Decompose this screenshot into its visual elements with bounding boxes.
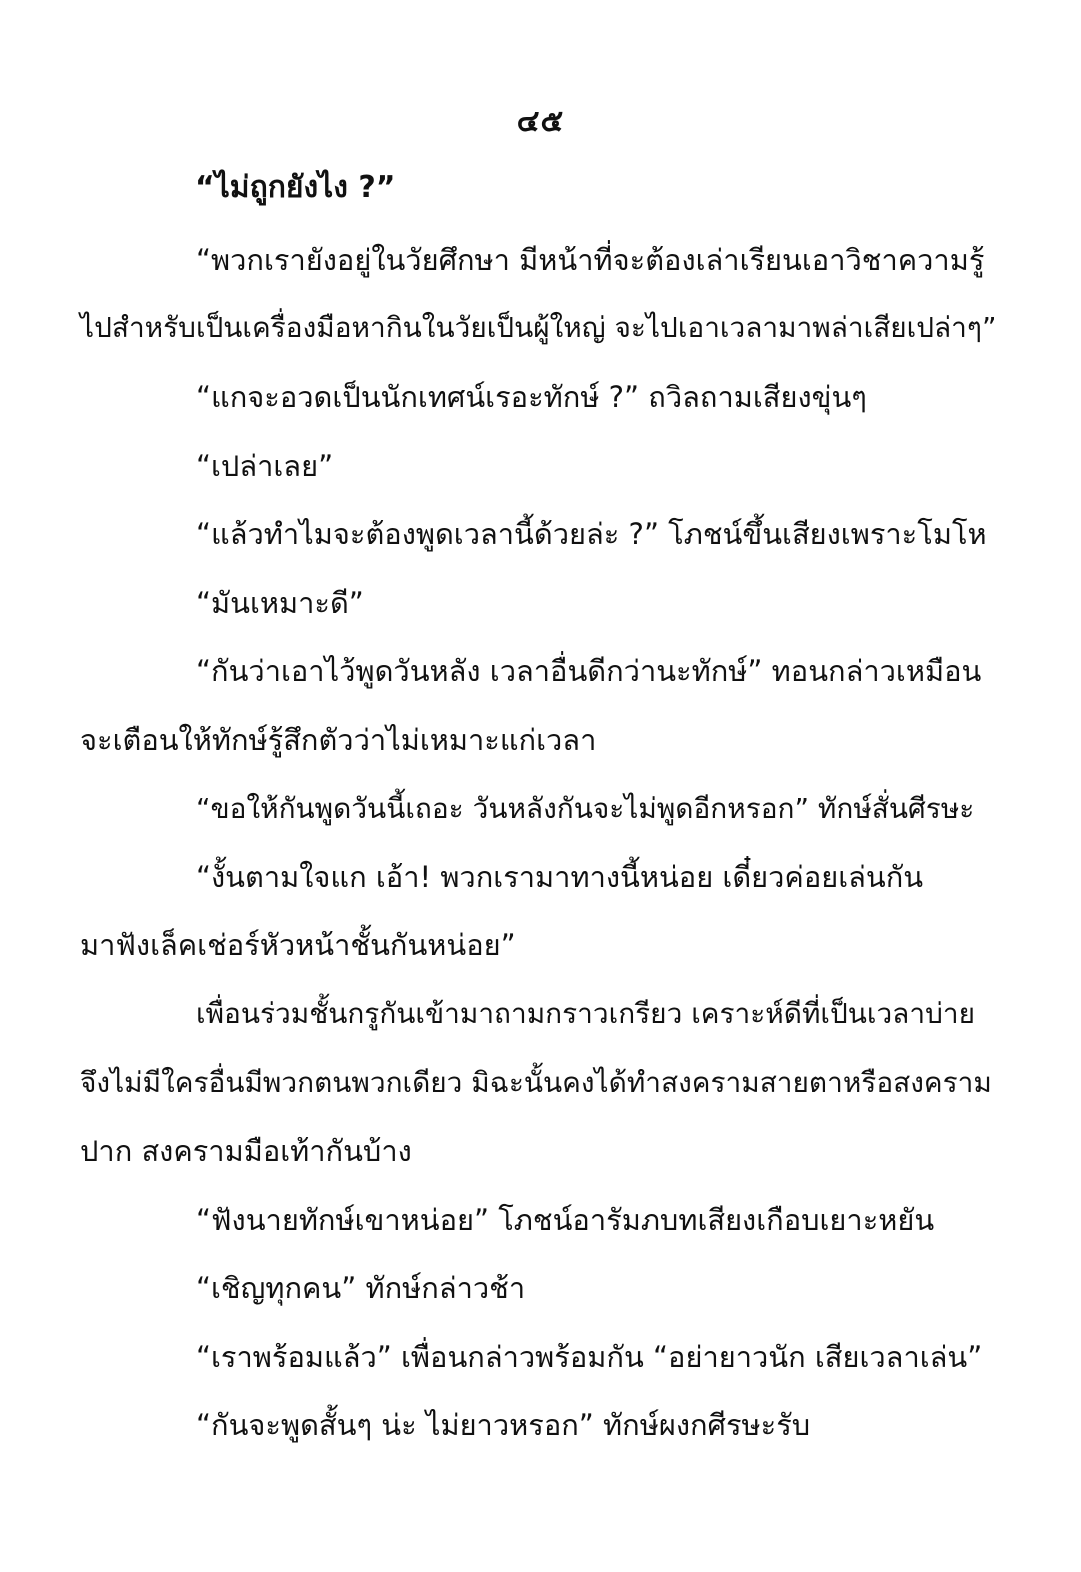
- text-line: “ขอให้กันพูดวันนี้เถอะ วันหลังกันจะไม่พูดอีกหรอก” ทักษ์สั่นศีรษะ: [196, 792, 975, 825]
- text-line: “ฟังนายทักษ์เขาหน่อย” โภชน์อารัมภบทเสียงเกือบเยาะหยัน: [196, 1203, 935, 1237]
- text-line: มาฟังเล็คเช่อร์หัวหน้าชั้นกันหน่อย”: [80, 928, 516, 962]
- text-line: เพื่อนร่วมชั้นกรูกันเข้ามาถามกราวเกรียว เคราะห์ดีที่เป็นเวลาบ่าย: [196, 997, 975, 1030]
- text-line: “เปล่าเลย”: [196, 449, 334, 483]
- text-line: จะเตือนให้ทักษ์รู้สึกตัวว่าไม่เหมาะแก่เวลา: [80, 723, 597, 757]
- text-line: “พวกเรายังอยู่ในวัยศึกษา มีหน้าที่จะต้องเล่าเรียนเอาวิชาความรู้: [196, 243, 985, 277]
- text-line: “แล้วทำไมจะต้องพูดเวลานี้ด้วยล่ะ ?” โภชน์ขึ้นเสียงเพราะโมโห: [196, 517, 987, 551]
- text-line: จึงไม่มีใครอื่นมีพวกตนพวกเดียว มิฉะนั้นคงได้ทำสงครามสายตาหรือสงคราม: [80, 1066, 992, 1099]
- text-line: “เราพร้อมแล้ว” เพื่อนกล่าวพร้อมกัน “อย่ายาวนัก เสียเวลาเล่น”: [196, 1340, 983, 1374]
- text-line: “กันจะพูดสั้นๆ น่ะ ไม่ยาวหรอก” ทักษ์ผงกศีรษะรับ: [196, 1408, 811, 1442]
- text-line: “มันเหมาะดี”: [196, 586, 364, 620]
- text-line: ไปสำหรับเป็นเครื่องมือหากินในวัยเป็นผู้ใหญ่ จะไปเอาเวลามาพล่าเสียเปล่าๆ”: [80, 311, 997, 344]
- text-line: “กันว่าเอาไว้พูดวันหลัง เวลาอื่นดีกว่านะทักษ์” ทอนกล่าวเหมือน: [196, 654, 982, 688]
- text-line: “แกจะอวดเป็นนักเทศน์เรอะทักษ์ ?” ถวิลถามเสียงขุ่นๆ: [196, 380, 867, 414]
- page-number: ๔๕: [516, 104, 565, 139]
- text-line: “งั้นตามใจแก เอ้า! พวกเรามาทางนี้หน่อย เดี๋ยวค่อยเล่นกัน: [196, 860, 924, 894]
- text-line: ปาก สงครามมือเท้ากันบ้าง: [80, 1134, 412, 1168]
- section-heading: “ไม่ถูกยังไง ?”: [195, 170, 396, 205]
- text-line: “เชิญทุกคน” ทักษ์กล่าวช้า: [196, 1271, 526, 1305]
